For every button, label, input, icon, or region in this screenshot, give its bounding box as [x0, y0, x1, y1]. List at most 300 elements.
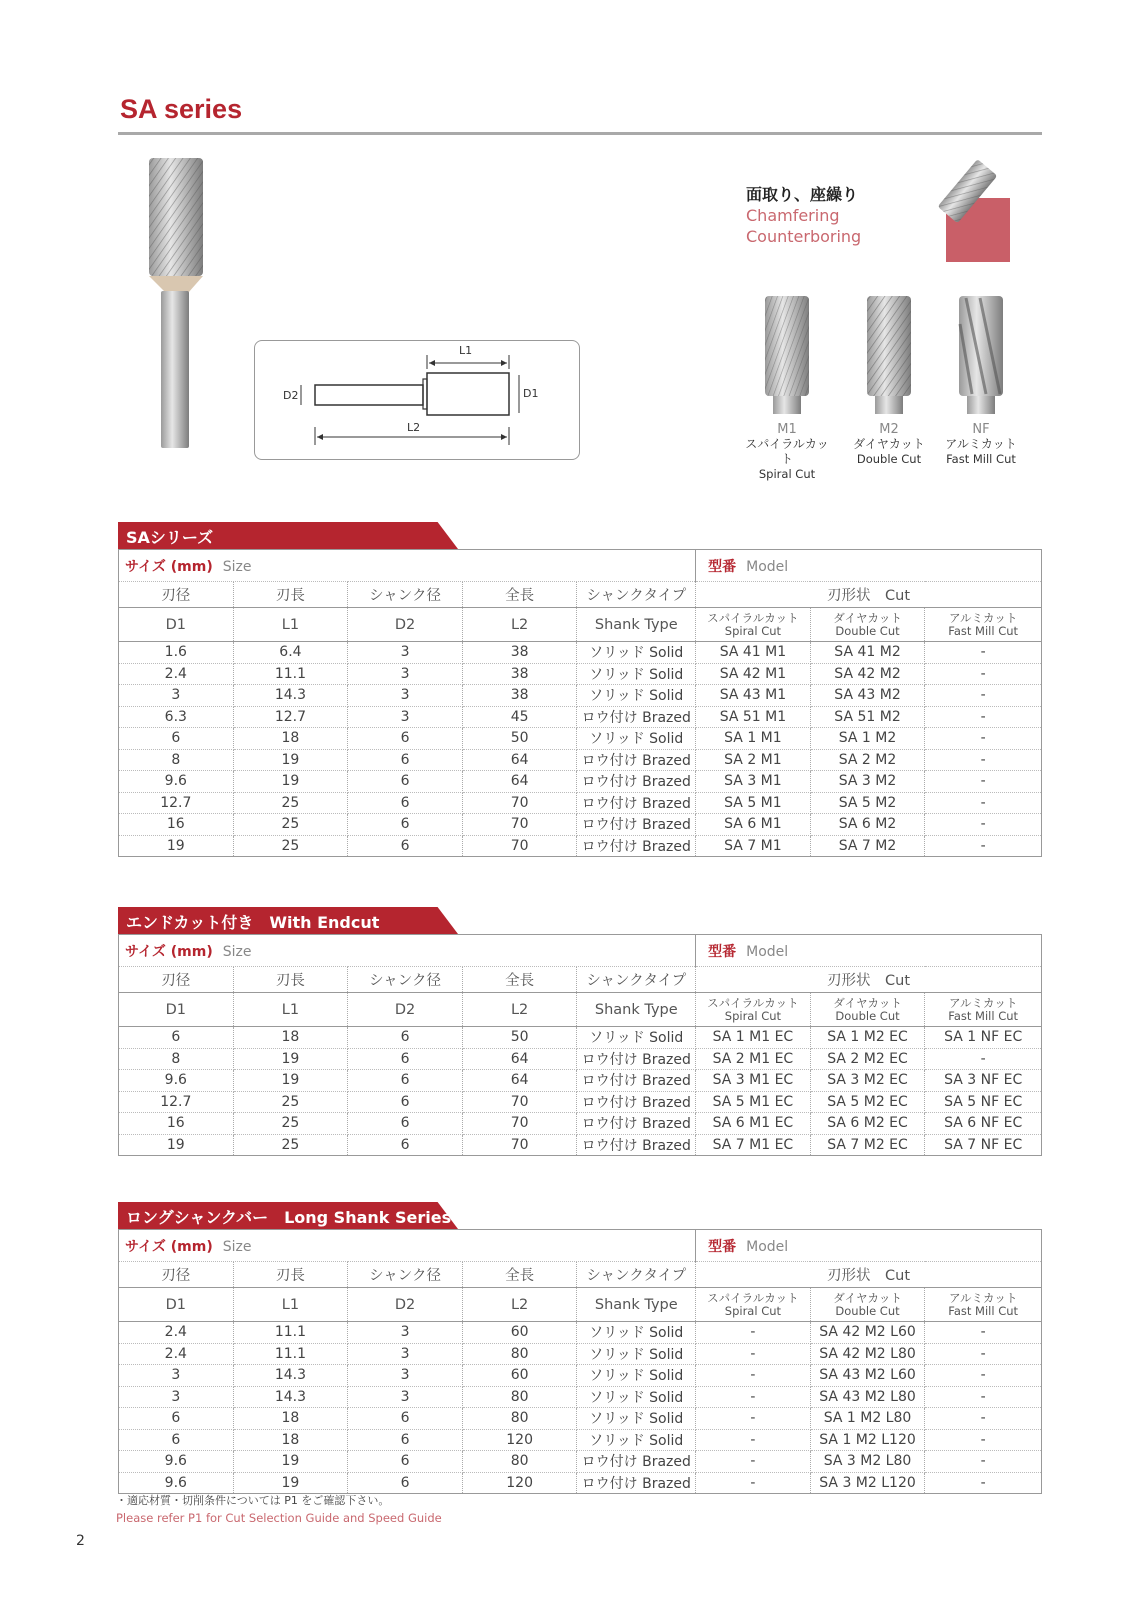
model-label-jp: 型番 [708, 558, 737, 575]
application-jp: 面取り、座繰り [746, 185, 859, 204]
table-cell: SA 6 M2 EC [810, 1113, 925, 1135]
table-cell: SA 42 M2 L60 [810, 1322, 925, 1344]
column-header-jp: シャンクタイプ [577, 967, 696, 993]
table-cell: 25 [233, 1091, 348, 1113]
table-cell: ロウ付け Brazed [577, 814, 696, 836]
table-cell: SA 3 M1 [696, 771, 811, 793]
table-cell: ロウ付け Brazed [577, 1048, 696, 1070]
cut-type-en: Fast Mill Cut [948, 1303, 1019, 1318]
model-group-cell [696, 550, 1042, 582]
table-cell: - [925, 1048, 1042, 1070]
cut-header: 刃形状 Cut [696, 582, 1042, 608]
table-cell: SA 3 M1 EC [696, 1070, 811, 1092]
column-header-jp: 全長 [462, 1262, 577, 1288]
table-cell: - [925, 1472, 1042, 1494]
burr-tool-image [146, 158, 208, 458]
cut-en: Double Cut [856, 452, 922, 466]
table-cell: SA 3 M2 EC [810, 1070, 925, 1092]
table-cell: 6 [348, 1472, 463, 1494]
cut-type-header [696, 608, 811, 642]
table-cell: SA 2 M2 EC [810, 1048, 925, 1070]
table-cell: SA 41 M2 [810, 642, 925, 664]
table-cell: - [696, 1451, 811, 1473]
table-cell: 80 [462, 1408, 577, 1430]
table-row [119, 1343, 1042, 1365]
table-cell: SA 5 M1 [696, 792, 811, 814]
size-label-en: Size [222, 558, 252, 575]
column-header-jp: シャンクタイプ [577, 1262, 696, 1288]
table-cell: 6 [348, 1451, 463, 1473]
table-cell: 6.3 [119, 706, 234, 728]
table-cell: SA 6 M1 [696, 814, 811, 836]
table-cell: 11.1 [233, 1322, 348, 1344]
column-header-code: D2 [348, 608, 463, 642]
table-cell: ロウ付け Brazed [577, 706, 696, 728]
table-cell: 19 [233, 749, 348, 771]
size-group-cell [119, 550, 696, 582]
table-cell: 70 [462, 1113, 577, 1135]
table-row [119, 1472, 1042, 1494]
table-row [119, 1451, 1042, 1473]
table-cell: ロウ付け Brazed [577, 1091, 696, 1113]
table-cell: 18 [233, 1429, 348, 1451]
table-cell: 64 [462, 749, 577, 771]
table-cell: - [696, 1343, 811, 1365]
table-cell: 120 [462, 1472, 577, 1494]
table-cell: SA 2 M1 [696, 749, 811, 771]
table-cell: 6 [119, 1408, 234, 1430]
table-cell: SA 3 M2 L120 [810, 1472, 925, 1494]
column-header-code: Shank Type [577, 608, 696, 642]
table-cell: ロウ付け Brazed [577, 771, 696, 793]
table-cell: ソリッド Solid [577, 642, 696, 664]
cut-en: Fast Mill Cut [946, 452, 1016, 466]
footnote-en: Please refer P1 for Cut Selection Guide and Speed Guide [116, 1511, 442, 1525]
table-cell: ロウ付け Brazed [577, 1134, 696, 1156]
cut-sample-double [844, 294, 934, 467]
table-cell: 25 [233, 835, 348, 857]
table-cell: SA 5 NF EC [925, 1091, 1042, 1113]
cut-type-header [925, 1288, 1042, 1322]
table-cell: 70 [462, 814, 577, 836]
column-header-jp: 全長 [462, 582, 577, 608]
cut-type-jp: スパイラルカット [707, 610, 799, 625]
table-row [119, 749, 1042, 771]
table-cell: 3 [348, 1343, 463, 1365]
table-row [119, 1386, 1042, 1408]
table-cell: 6 [348, 792, 463, 814]
table-cell: SA 2 M1 EC [696, 1048, 811, 1070]
table-cell: 18 [233, 1027, 348, 1049]
table-row [119, 1091, 1042, 1113]
table-cell: SA 3 M2 L80 [810, 1451, 925, 1473]
spec-table [118, 1229, 1042, 1494]
table-cell: 45 [462, 706, 577, 728]
table-cell: - [925, 663, 1042, 685]
table-cell: 9.6 [119, 1472, 234, 1494]
cut-code: M2 [879, 422, 899, 437]
cut-type-en: Fast Mill Cut [948, 623, 1019, 638]
dim-d2-label: D2 [283, 389, 299, 402]
table-cell: - [925, 728, 1042, 750]
table-cell: 70 [462, 792, 577, 814]
table-cell: 70 [462, 835, 577, 857]
spec-table [118, 549, 1042, 857]
spiral-cut-burr-icon [762, 294, 812, 416]
table-cell: 60 [462, 1322, 577, 1344]
table-cell: 9.6 [119, 771, 234, 793]
section-header [118, 1202, 1042, 1229]
size-label-en: Size [222, 943, 252, 960]
table-cell: - [696, 1386, 811, 1408]
table-cell: SA 1 M1 EC [696, 1027, 811, 1049]
table-cell: SA 1 M2 EC [810, 1027, 925, 1049]
table-cell: 14.3 [233, 1365, 348, 1387]
table-cell: ソリッド Solid [577, 1343, 696, 1365]
column-header-code: D1 [119, 608, 234, 642]
table-cell: ソリッド Solid [577, 1322, 696, 1344]
table-cell: 25 [233, 1113, 348, 1135]
table-row [119, 663, 1042, 685]
application-en-2: Counterboring [746, 227, 862, 246]
table-cell: - [925, 1429, 1042, 1451]
table-cell: - [925, 642, 1042, 664]
column-header-code: L2 [462, 608, 577, 642]
table-cell: 14.3 [233, 1386, 348, 1408]
table-cell: SA 5 M2 [810, 792, 925, 814]
table-group-header [119, 935, 1042, 967]
cut-jp: スパイラルカット [745, 437, 829, 466]
cut-type-jp: アルミカット [948, 1290, 1018, 1305]
table-cell: SA 41 M1 [696, 642, 811, 664]
table-cell: ソリッド Solid [577, 1027, 696, 1049]
table-cell: 3 [119, 685, 234, 707]
table-cell: SA 7 M1 [696, 835, 811, 857]
table-cell: SA 1 M1 [696, 728, 811, 750]
title-rule [118, 132, 1042, 135]
table-cell: - [925, 1365, 1042, 1387]
dim-l1-label: L1 [459, 344, 473, 357]
double-cut-burr-icon [864, 294, 914, 416]
table-cell: SA 6 M1 EC [696, 1113, 811, 1135]
table-cell: ロウ付け Brazed [577, 749, 696, 771]
table-cell: ソリッド Solid [577, 1386, 696, 1408]
table-cell: 3 [348, 642, 463, 664]
table-cell: 18 [233, 1408, 348, 1430]
table-cell: SA 51 M1 [696, 706, 811, 728]
table-cell: 6 [348, 749, 463, 771]
column-header-jp: シャンク径 [348, 967, 463, 993]
table-cell: SA 3 M2 [810, 771, 925, 793]
table-cell: SA 5 M2 EC [810, 1091, 925, 1113]
table-cell: ソリッド Solid [577, 1365, 696, 1387]
cut-type-jp: アルミカット [948, 995, 1018, 1010]
table-header-row [119, 993, 1042, 1027]
cut-type-header [925, 993, 1042, 1027]
dim-l2-label: L2 [407, 421, 421, 434]
column-header-jp: シャンク径 [348, 582, 463, 608]
cut-sample-fastmill [936, 294, 1026, 467]
table-cell: 6 [348, 1048, 463, 1070]
model-label-en: Model [746, 1238, 789, 1255]
column-header-code: Shank Type [577, 1288, 696, 1322]
table-cell: 9.6 [119, 1451, 234, 1473]
table-row [119, 1408, 1042, 1430]
table-row [119, 642, 1042, 664]
column-header-jp: 刃長 [233, 967, 348, 993]
table-cell: ロウ付け Brazed [577, 792, 696, 814]
table-cell: 12.7 [233, 706, 348, 728]
column-header-code: L2 [462, 993, 577, 1027]
cut-type-header [810, 993, 925, 1027]
table-row [119, 1365, 1042, 1387]
cut-type-en: Double Cut [835, 623, 900, 638]
cut-jp: ダイヤカット [853, 437, 925, 451]
table-cell: 19 [119, 1134, 234, 1156]
table-cell: 6 [348, 1429, 463, 1451]
application-label [746, 184, 861, 247]
table-cell: 3 [348, 685, 463, 707]
table-cell: 50 [462, 1027, 577, 1049]
column-header-code: L1 [233, 993, 348, 1027]
table-row [119, 728, 1042, 750]
table-header-row [119, 582, 1042, 608]
table-cell: SA 42 M2 L80 [810, 1343, 925, 1365]
cut-type-jp: ダイヤカット [833, 1290, 902, 1305]
section-title: SAシリーズ [126, 528, 214, 547]
table-cell: 6 [348, 1134, 463, 1156]
table-cell: SA 6 NF EC [925, 1113, 1042, 1135]
table-cell: 16 [119, 814, 234, 836]
table-cell: 3 [119, 1386, 234, 1408]
table-cell: 70 [462, 1134, 577, 1156]
table-cell: 8 [119, 1048, 234, 1070]
size-group-cell [119, 1230, 696, 1262]
column-header-code: L1 [233, 608, 348, 642]
table-cell: 1.6 [119, 642, 234, 664]
cut-type-jp: スパイラルカット [707, 995, 799, 1010]
table-cell: SA 1 M2 L80 [810, 1408, 925, 1430]
table-cell: SA 7 M2 [810, 835, 925, 857]
model-label-en: Model [746, 558, 789, 575]
table-cell: ソリッド Solid [577, 1408, 696, 1430]
table-cell: - [696, 1472, 811, 1494]
table-cell: SA 2 M2 [810, 749, 925, 771]
table-cell: ソリッド Solid [577, 685, 696, 707]
table-cell: 6 [119, 1429, 234, 1451]
table-cell: SA 43 M2 L80 [810, 1386, 925, 1408]
table-cell: - [925, 835, 1042, 857]
table-cell: SA 6 M2 [810, 814, 925, 836]
table-cell: - [925, 1451, 1042, 1473]
table-header-row [119, 608, 1042, 642]
table-cell: 6 [348, 1070, 463, 1092]
table-cell: 19 [233, 1048, 348, 1070]
section-long-shank [118, 1202, 1042, 1494]
page-title: SA series [120, 94, 243, 124]
table-row [119, 1070, 1042, 1092]
table-cell: ソリッド Solid [577, 1429, 696, 1451]
table-row [119, 1048, 1042, 1070]
column-header-code: D2 [348, 993, 463, 1027]
cut-type-en: Spiral Cut [724, 623, 782, 638]
section-title: エンドカット付き With Endcut [126, 913, 380, 932]
table-cell: 19 [233, 1070, 348, 1092]
table-row [119, 835, 1042, 857]
table-cell: - [696, 1408, 811, 1430]
table-row [119, 1113, 1042, 1135]
section-header [118, 907, 1042, 934]
table-cell: SA 42 M2 [810, 663, 925, 685]
table-cell: 2.4 [119, 1343, 234, 1365]
cut-type-jp: ダイヤカット [833, 995, 902, 1010]
column-header-jp: 全長 [462, 967, 577, 993]
cut-type-header [925, 608, 1042, 642]
table-cell: ロウ付け Brazed [577, 1113, 696, 1135]
table-cell: 6 [348, 814, 463, 836]
section-sa-series [118, 522, 1042, 857]
table-cell: 3 [348, 663, 463, 685]
table-cell: - [925, 706, 1042, 728]
column-header-jp: 刃径 [119, 582, 234, 608]
table-row [119, 1134, 1042, 1156]
cut-type-header [810, 1288, 925, 1322]
table-cell: - [696, 1365, 811, 1387]
table-cell: SA 7 M2 EC [810, 1134, 925, 1156]
table-group-header [119, 550, 1042, 582]
table-cell: 64 [462, 1070, 577, 1092]
cut-type-jp: ダイヤカット [833, 610, 902, 625]
table-cell: - [925, 1386, 1042, 1408]
table-cell: ロウ付け Brazed [577, 1451, 696, 1473]
table-cell: SA 42 M1 [696, 663, 811, 685]
table-cell: 19 [233, 1472, 348, 1494]
table-cell: - [925, 792, 1042, 814]
table-header-row [119, 1288, 1042, 1322]
dimension-diagram [254, 340, 580, 460]
model-label-jp: 型番 [708, 943, 737, 960]
table-cell: 38 [462, 685, 577, 707]
table-cell: 64 [462, 771, 577, 793]
table-cell: - [925, 685, 1042, 707]
cut-type-header [696, 993, 811, 1027]
table-header-row [119, 1262, 1042, 1288]
table-cell: 11.1 [233, 663, 348, 685]
table-cell: ロウ付け Brazed [577, 835, 696, 857]
cut-sample-spiral [742, 294, 832, 482]
table-cell: 70 [462, 1091, 577, 1113]
model-group-cell [696, 935, 1042, 967]
table-row [119, 814, 1042, 836]
table-cell: SA 1 M2 [810, 728, 925, 750]
model-label-en: Model [746, 943, 789, 960]
table-cell: 16 [119, 1113, 234, 1135]
size-label-jp: サイズ (mm) [125, 1238, 213, 1255]
table-cell: 19 [233, 1451, 348, 1473]
table-cell: SA 43 M1 [696, 685, 811, 707]
table-row [119, 1429, 1042, 1451]
column-header-jp: 刃径 [119, 967, 234, 993]
table-row [119, 792, 1042, 814]
footnote-jp: ・適応材質・切削条件については P1 をご確認下さい。 [116, 1494, 390, 1507]
dim-d1-label: D1 [523, 387, 539, 400]
table-row [119, 1322, 1042, 1344]
table-cell: - [925, 771, 1042, 793]
table-cell: 50 [462, 728, 577, 750]
spec-table [118, 934, 1042, 1156]
size-label-jp: サイズ (mm) [125, 558, 213, 575]
table-cell: 25 [233, 1134, 348, 1156]
table-cell: 19 [233, 771, 348, 793]
table-cell: - [925, 749, 1042, 771]
column-header-code: Shank Type [577, 993, 696, 1027]
table-cell: ロウ付け Brazed [577, 1070, 696, 1092]
section-header [118, 522, 1042, 549]
cut-code: M1 [777, 422, 797, 437]
table-cell: SA 1 M2 L120 [810, 1429, 925, 1451]
column-header-jp: 刃径 [119, 1262, 234, 1288]
table-cell: 80 [462, 1343, 577, 1365]
table-cell: 8 [119, 749, 234, 771]
table-cell: 2.4 [119, 1322, 234, 1344]
table-group-header [119, 1230, 1042, 1262]
table-cell: 3 [348, 1322, 463, 1344]
size-label-jp: サイズ (mm) [125, 943, 213, 960]
table-cell: 6 [119, 1027, 234, 1049]
size-label-en: Size [222, 1238, 252, 1255]
table-cell: SA 3 NF EC [925, 1070, 1042, 1092]
table-cell: ロウ付け Brazed [577, 1472, 696, 1494]
table-cell: SA 7 M1 EC [696, 1134, 811, 1156]
table-cell: - [925, 1343, 1042, 1365]
table-cell: SA 5 M1 EC [696, 1091, 811, 1113]
cut-type-en: Double Cut [835, 1303, 900, 1318]
table-cell: 6 [348, 1113, 463, 1135]
table-row [119, 771, 1042, 793]
table-cell: 60 [462, 1365, 577, 1387]
table-cell: 19 [119, 835, 234, 857]
application-en-1: Chamfering [746, 206, 840, 225]
table-cell: 6 [348, 1408, 463, 1430]
table-cell: 18 [233, 728, 348, 750]
table-cell: 6 [348, 835, 463, 857]
table-cell: 12.7 [119, 1091, 234, 1113]
column-header-jp: シャンクタイプ [577, 582, 696, 608]
size-group-cell [119, 935, 696, 967]
cut-type-header [696, 1288, 811, 1322]
model-group-cell [696, 1230, 1042, 1262]
table-cell: SA 43 M2 L60 [810, 1365, 925, 1387]
column-header-code: D1 [119, 993, 234, 1027]
table-cell: 3 [348, 706, 463, 728]
cut-type-jp: スパイラルカット [707, 1290, 799, 1305]
table-row [119, 1027, 1042, 1049]
cut-header: 刃形状 Cut [696, 1262, 1042, 1288]
cut-code: NF [972, 422, 990, 437]
table-cell: 3 [348, 1386, 463, 1408]
table-cell: 80 [462, 1451, 577, 1473]
section-with-endcut [118, 907, 1042, 1156]
column-header-jp: シャンク径 [348, 1262, 463, 1288]
table-cell: 2.4 [119, 663, 234, 685]
table-cell: 25 [233, 814, 348, 836]
table-cell: - [925, 814, 1042, 836]
model-label-jp: 型番 [708, 1238, 737, 1255]
fast-mill-burr-icon [956, 294, 1006, 416]
table-header-row [119, 967, 1042, 993]
table-cell: 14.3 [233, 685, 348, 707]
table-cell: 38 [462, 642, 577, 664]
